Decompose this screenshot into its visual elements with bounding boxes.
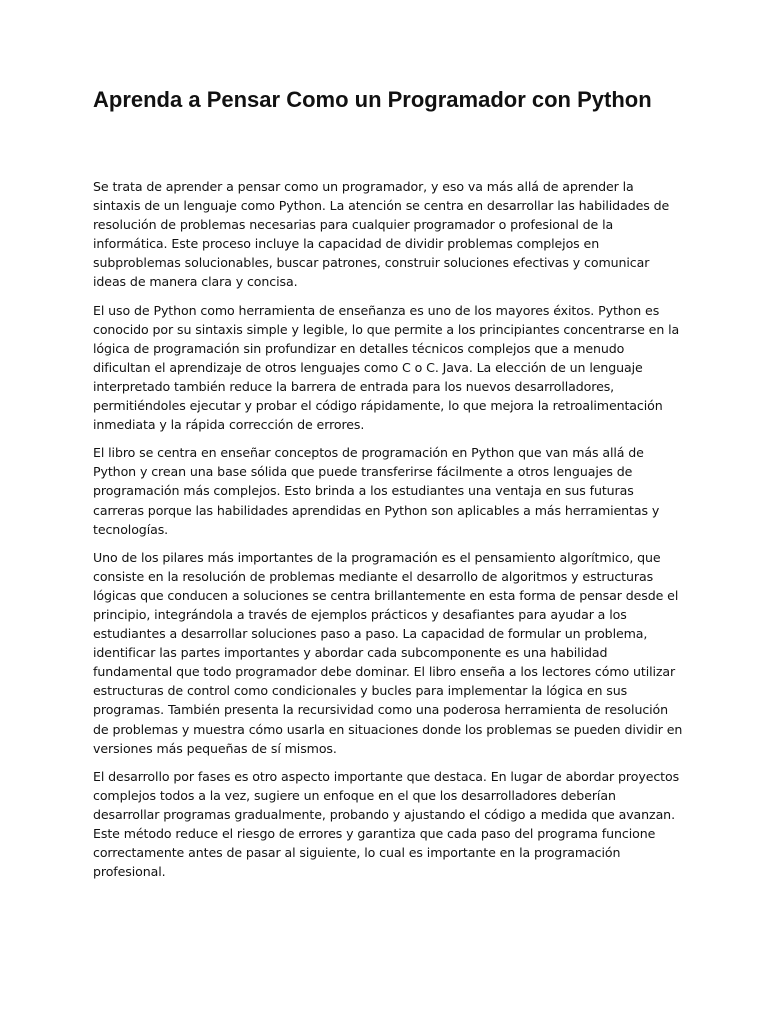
paragraph-3: El libro se centra en enseñar conceptos de programación en Python que van más allá de Python y crean una base sólida que puede transferirse fácilmente a otros lenguajes de programación más complejos. Esto brinda a los estudiantes una ventaja en sus futuras carreras porque las habilidades aprendidas en Python son aplicables a más herramientas y tecnologías. bbox=[93, 445, 660, 537]
paragraph-4: Uno de los pilares más importantes de la programación es el pensamiento algorítmico, que consiste en la resolución de problemas mediante el desarrollo de algoritmos y estructuras lógicas que conducen a soluciones se centra brillantemente en esta forma de pensar desde el principio, integrándola a través de ejemplos prácticos y desafiantes para ayudar a los estudiantes a desarrollar soluciones paso a paso. La capacidad de formular un problema, identificar las partes importantes y abordar cada subcomponente es una habilidad fundamental que todo programador debe dominar. El libro enseña a los lectores cómo utilizar estructuras de control como condicionales y bucles para implementar la lógica en sus programas. También presenta la recursividad como una poderosa herramienta de resolución de problemas y muestra cómo usarla en situaciones donde los problemas se pueden dividir en versiones más pequeñas de sí mismos. bbox=[93, 549, 683, 756]
document-content bbox=[93, 86, 683, 890]
document-body bbox=[93, 177, 683, 881]
document-title: Aprenda a Pensar Como un Programador con Python bbox=[93, 87, 652, 112]
paragraph-5: El desarrollo por fases es otro aspecto importante que destaca. En lugar de abordar proyectos complejos todos a la vez, sugiere un enfoque en el que los desarrolladores deberían desarrollar programas gradualmente, probando y ajustando el código a medida que avanzan. Este método reduce el riesgo de errores y garantiza que cada paso del programa funcione correctamente antes de pasar al siguiente, lo cual es importante en la programación profesional. bbox=[93, 768, 680, 880]
paragraph-2: El uso de Python como herramienta de enseñanza es uno de los mayores éxitos. Python es conocido por su sintaxis simple y legible, lo que permite a los principiantes concentrarse en la lógica de programación sin profundizar en detalles técnicos complejos que a menudo dificultan el aprendizaje de otros lenguajes como C o C. Java. La elección de un lenguaje interpretado también reduce la barrera de entrada para los nuevos desarrolladores, permitiéndoles ejecutar y probar el código rápidamente, lo que mejora la retroalimentación inmediata y la rápida corrección de errores. bbox=[93, 302, 680, 433]
paragraph-1: Se trata de aprender a pensar como un programador, y eso va más allá de aprender la sintaxis de un lenguaje como Python. La atención se centra en desarrollar las habilidades de resolución de problemas necesarias para cualquier programador o profesional de la informática. Este proceso incluye la capacidad de dividir problemas complejos en subproblemas solucionables, buscar patrones, construir soluciones efectivas y comunicar ideas de manera clara y concisa. bbox=[93, 179, 670, 290]
